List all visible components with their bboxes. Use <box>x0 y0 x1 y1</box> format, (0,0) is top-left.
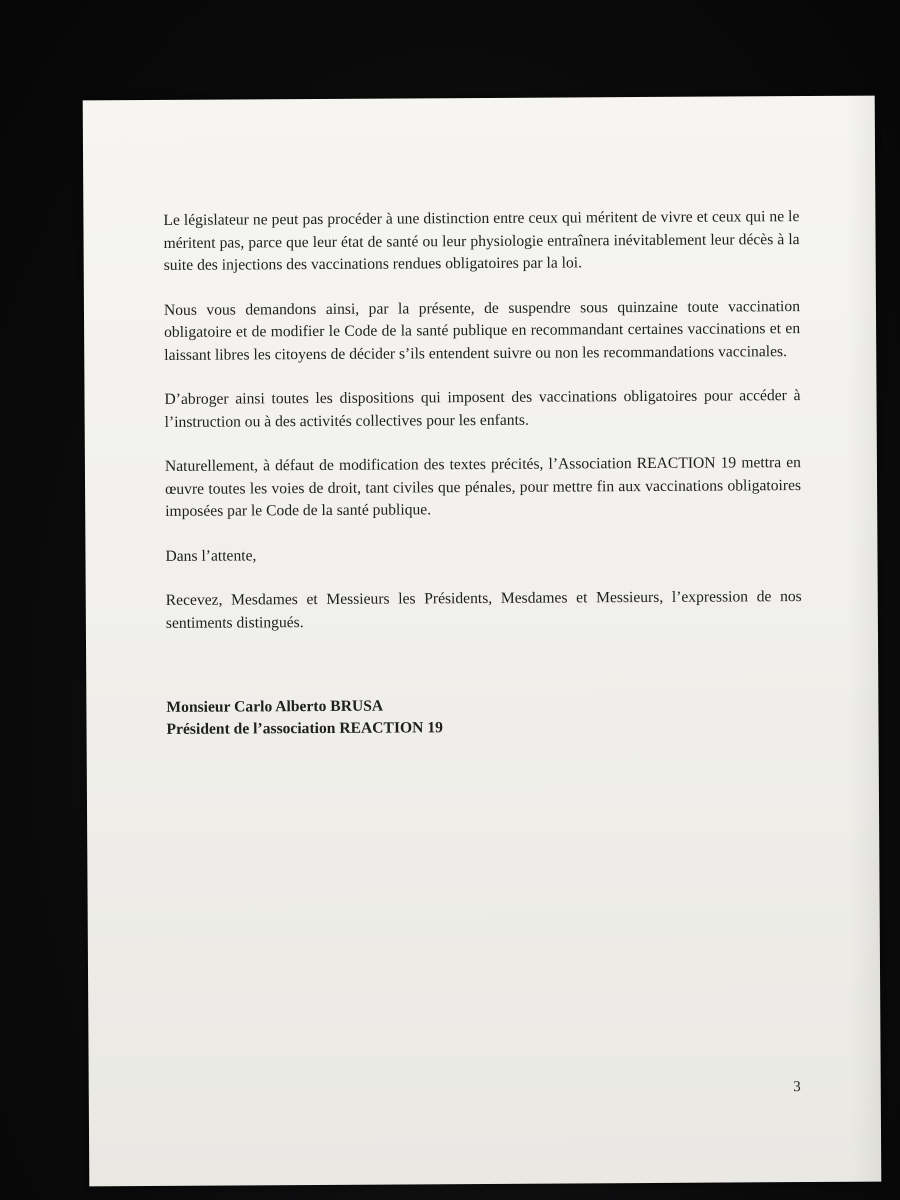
letter-body <box>163 206 802 741</box>
page-number: 3 <box>793 1079 801 1096</box>
paragraph-2: Nous vous demandons ainsi, par la présente, de suspendre sous quinzaine toute vaccination obligatoire et de modifier le Code de la santé publique en recommandant certaines vaccinations et en laissant libres les citoyens de décider s’ils entendent suivre ou non les recommandations vaccinales. <box>163 297 801 364</box>
closing-formula: Recevez, Mesdames et Messieurs les Présidents, Mesdames et Messieurs, l’expression de nos sentiments distingués. <box>165 588 802 632</box>
signatory-name: Monsieur Carlo Alberto BRUSA <box>166 697 384 716</box>
paragraph-3: D’abroger ainsi toutes les dispositions qui imposent des vaccinations obligatoires pour accéder à l’instruction ou à des activités collectives pour les enfants. <box>164 387 801 431</box>
paragraph-4: Naturellement, à défaut de modification des textes précités, l’Association REACTION 19 mettra en œuvre toutes les voies de droit, tant civiles que pénales, pour mettre fin aux vaccinations obligatoires imposées par le Code de la santé publique. <box>164 454 802 520</box>
closing-line: Dans l’attente, <box>165 546 257 565</box>
paragraph-1: Le législateur ne peut pas procéder à une distinction entre ceux qui méritent de vivre et ceux qui ne le méritent pas, parce que leur état de santé ou leur physiologie entraînera inévitablement leur décès à la suite des injections des vaccinations rendues obligatoires par la loi. <box>163 208 800 274</box>
signature-block <box>166 693 802 741</box>
signatory-title: Président de l’association REACTION 19 <box>166 719 443 738</box>
letter-page <box>83 96 882 1187</box>
